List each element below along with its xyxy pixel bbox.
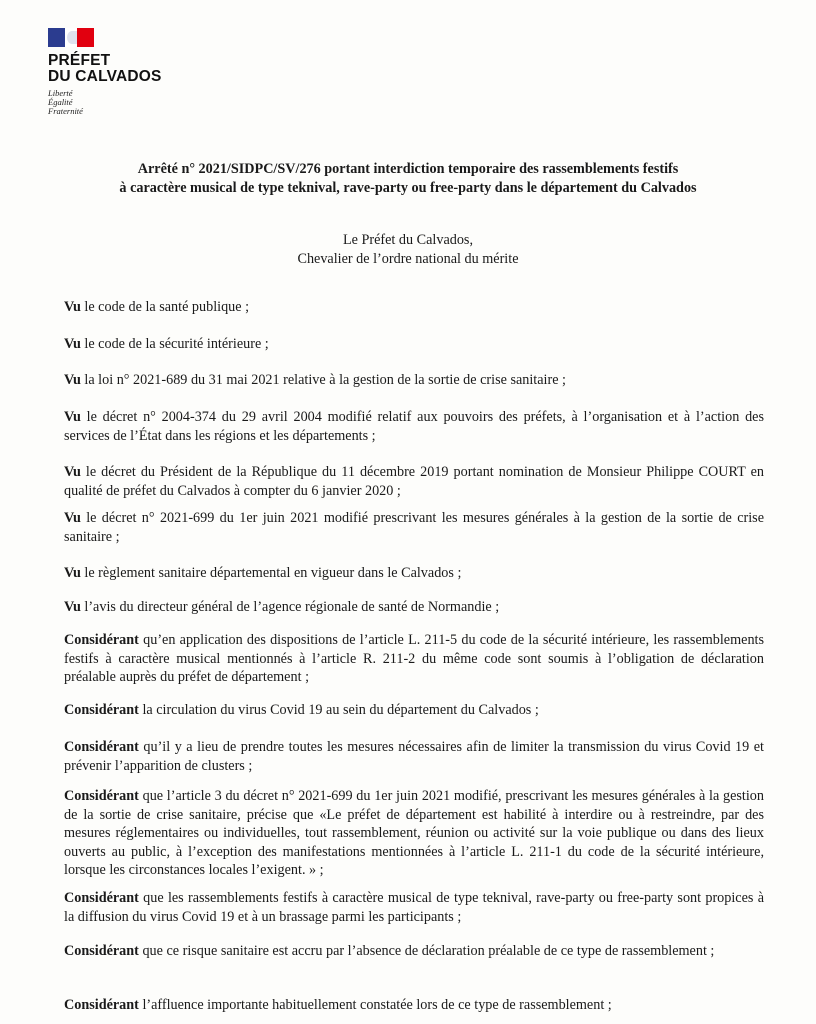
decree-title-line2: à caractère musical de type teknival, rave-party ou free-party dans le département du Calvados [119, 180, 697, 196]
marianne-flag-icon [48, 28, 94, 47]
paragraph [64, 298, 764, 317]
paragraph-lead: Vu [64, 336, 81, 352]
paragraph-text: qu’il y a lieu de prendre toutes les mesures nécessaires afin de limiter la transmission du virus Covid 19 et prévenir l’apparition de clusters ; [64, 739, 764, 774]
paragraph [64, 564, 764, 583]
paragraph [64, 996, 764, 1015]
motto-fraternite: Fraternité [48, 106, 83, 116]
paragraph-text: le code de la santé publique ; [80, 299, 250, 315]
paragraph-lead: Considérant [64, 943, 139, 959]
motto-egalite: Égalité [48, 97, 73, 107]
paragraph-lead: Vu [64, 409, 81, 425]
paragraph-text: le code de la sécurité intérieure ; [80, 336, 269, 352]
paragraph-text: la circulation du virus Covid 19 au sein du département du Calvados ; [138, 702, 539, 718]
prefecture-name-line2: DU CALVADOS [48, 68, 162, 85]
prefecture-name [48, 53, 162, 85]
paragraph [64, 889, 764, 926]
motto-liberte: Liberté [48, 88, 73, 98]
paragraph [64, 631, 764, 687]
paragraph-lead: Considérant [64, 788, 139, 804]
decree-title [40, 160, 776, 198]
paragraph [64, 463, 764, 500]
paragraph [64, 335, 764, 354]
paragraph-lead: Vu [64, 565, 81, 581]
paragraph [64, 408, 764, 445]
paragraph [64, 942, 764, 961]
paragraph [64, 371, 764, 390]
paragraph-text: l’affluence importante habituellement constatée lors de ce type de rassemblement ; [138, 997, 612, 1013]
paragraph-text: le décret du Président de la République du 11 décembre 2019 portant nomination de Monsieur Philippe COURT en qualité de préfet du Calvados à compter du 6 janvier 2020 ; [64, 464, 764, 499]
paragraph [64, 787, 764, 880]
paragraph [64, 738, 764, 775]
prefecture-name-line1: PRÉFET [48, 52, 111, 69]
paragraph-text: qu’en application des dispositions de l’article L. 211-5 du code de la sécurité intérieure, les rassemblements festifs à caractère musical mentionnés à l’article R. 211-2 du même code sont soumis à l’obligation de déclaration préalable auprès du préfet de département ; [64, 632, 764, 685]
paragraph-lead: Vu [64, 464, 81, 480]
paragraph-text: le décret n° 2021-699 du 1er juin 2021 modifié prescrivant les mesures générales à la gestion de la sortie de crise sanitaire ; [64, 510, 764, 545]
paragraph-text: que les rassemblements festifs à caractère musical de type teknival, rave-party ou free-party sont propices à la diffusion du virus Covid 19 et à un brassage parmi les participants ; [64, 890, 764, 925]
paragraph-text: que ce risque sanitaire est accru par l’absence de déclaration préalable de ce type de rassemblement ; [138, 943, 715, 959]
republic-motto [48, 89, 162, 116]
paragraph [64, 701, 764, 720]
authority-line2: Chevalier de l’ordre national du mérite [297, 251, 519, 267]
paragraph-lead: Considérant [64, 739, 139, 755]
paragraph-lead: Vu [64, 372, 81, 388]
paragraph-text: que l’article 3 du décret n° 2021-699 du 1er juin 2021 modifié, prescrivant les mesures générales à la gestion de la sortie de crise sanitaire, précise que «Le préfet de département est habilité à interdire ou à restreindre, par des mesures réglementaires ou individuelles, tout rassemblement, réunion ou activité sur la voie publique ou dans des lieux ouverts au public, à l’exception des manifestations mentionnées à l’article L. 211-1 du code de la sécurité intérieure, lorsque les circonstances locales l’exigent. » ; [64, 788, 764, 878]
paragraph-lead: Vu [64, 299, 81, 315]
prefecture-logo-block [48, 28, 162, 116]
paragraph-lead: Vu [64, 599, 81, 615]
paragraph-text: le décret n° 2004-374 du 29 avril 2004 modifié relatif aux pouvoirs des préfets, à l’organisation et à l’action des services de l’État dans les régions et les départements ; [64, 409, 764, 444]
decree-title-line1: Arrêté n° 2021/SIDPC/SV/276 portant interdiction temporaire des rassemblements festifs [137, 161, 679, 177]
paragraph-lead: Considérant [64, 632, 139, 648]
paragraph-lead: Vu [64, 510, 81, 526]
paragraph-lead: Considérant [64, 702, 139, 718]
paragraph-lead: Considérant [64, 997, 139, 1013]
signing-authority [0, 231, 816, 269]
paragraph-text: l’avis du directeur général de l’agence régionale de santé de Normandie ; [80, 599, 500, 615]
paragraph-text: la loi n° 2021-689 du 31 mai 2021 relative à la gestion de la sortie de crise sanitaire ; [80, 372, 566, 388]
authority-line1: Le Préfet du Calvados, [342, 232, 473, 248]
paragraph [64, 598, 764, 617]
paragraph-lead: Considérant [64, 890, 139, 906]
paragraph [64, 509, 764, 546]
paragraph-text: le règlement sanitaire départemental en vigueur dans le Calvados ; [80, 565, 462, 581]
